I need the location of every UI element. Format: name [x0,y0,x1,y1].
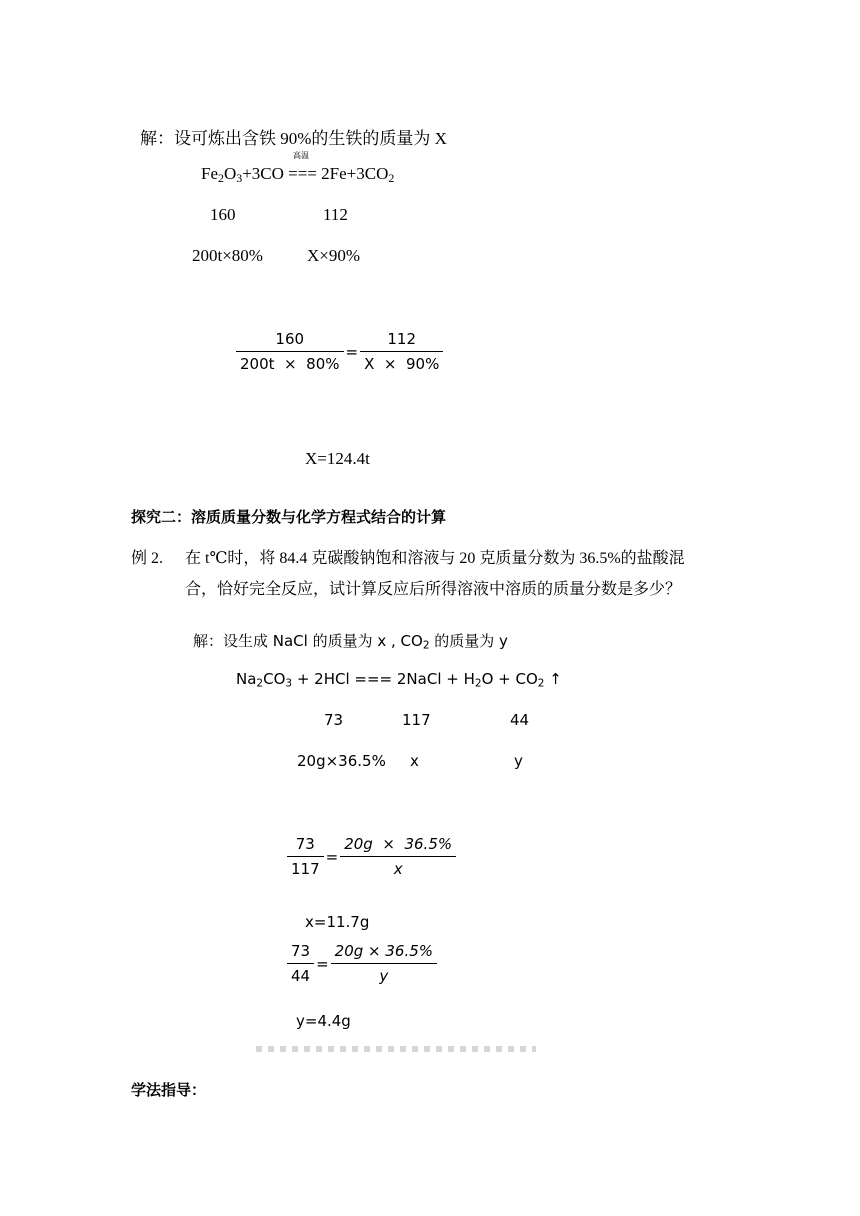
fraction-denominator: y [379,967,389,985]
mass-73: 73 [324,711,344,729]
mass-117: 117 [402,711,431,729]
fraction-denominator: 117 [291,860,320,878]
fraction-numerator: 20g × 36.5% [340,835,456,857]
fraction-numerator: 20g × 36.5% [331,942,437,964]
given-x: x [410,752,419,770]
proportion-equation-2: $\frac{73}{117}$ = $\frac{20g \times 36.5\%}{x}$ [289,835,454,878]
equation-sodium-carbonate: $Na_2CO_3 + 2HCl$ === 2NaCl + $H_2O + CO_2$ ↑ [236,670,562,690]
proportion-equation-1: $\frac{160}{200t \times 80\%}$ = $\frac{112}{X \times 90\%}$ [238,330,441,373]
given-hcl: 20g×36.5% [297,752,386,770]
mass-112: 112 [323,205,348,224]
fraction-denominator: 200t × 80% [240,355,340,373]
fraction-numerator: 73 [287,942,314,964]
fraction-denominator: x [393,860,403,878]
fraction-right [342,835,454,878]
section2-heading: 探究二：溶质质量分数与化学方程式结合的计算 [131,508,447,526]
solution2-intro: 解：设生成 NaCl 的质量为 x , $CO_2$ 的质量为 y [193,632,508,652]
solution1-result: X=124.4t [305,449,370,468]
fraction-left [289,835,322,878]
fraction-denominator: 44 [291,967,311,985]
cropped-text-remnant [256,1046,536,1052]
given-iron: X×90% [307,246,361,265]
fraction-left [289,942,312,985]
fraction-right [333,942,435,985]
solution1-intro: 解：设可炼出含铁 90%的生铁的质量为 X [140,129,447,148]
guide-heading: 学法指导： [131,1081,207,1099]
fraction-numerator: 160 [236,330,344,352]
fraction-left [238,330,342,373]
fraction-right [362,330,441,373]
solution2-result-y: y=4.4g [296,1012,351,1030]
fraction-numerator: 73 [287,835,324,857]
mass-44: 44 [510,711,530,729]
fraction-numerator: 112 [360,330,443,352]
equation-iron-oxide: $Fe_2O_3+3CO$ === $2Fe+3CO_2$ [201,164,395,185]
given-iron-oxide: 200t×80% [192,246,263,265]
reaction-condition: 高温 [293,151,309,160]
example2-line2: 合，恰好完全反应，试计算反应后所得溶液中溶质的质量分数是多少？ [185,581,682,598]
mass-160: 160 [210,205,236,224]
given-y: y [514,752,523,770]
example2-line1: 在 t℃时，将 84.4 克碳酸钠饱和溶液与 20 克质量分数为 36.5%的盐酸混 [185,550,685,567]
example2-label: 例 2. [131,550,164,567]
solution2-result-x: x=11.7g [305,913,370,931]
proportion-equation-3: $\frac{73}{44}$ = $\frac{20g \times 36.5\%}{y}$ [289,942,435,985]
fraction-denominator: X × 90% [364,355,440,373]
